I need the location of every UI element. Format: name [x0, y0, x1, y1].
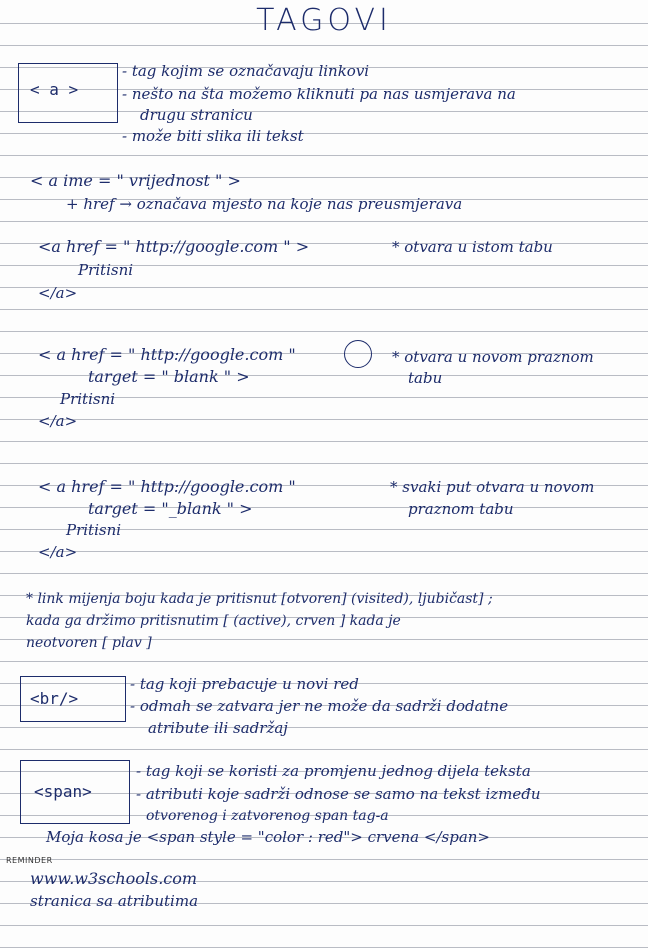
tag-a-note-4: - može biti slika ili tekst	[122, 127, 304, 145]
link-note-3: neotvoren [ plav ]	[26, 635, 152, 651]
tag-br-label: <br/>	[30, 689, 79, 708]
tag-br-note-1: - tag koji prebacuje u novi red	[130, 675, 359, 693]
example3-target: target = "_blank " >	[88, 499, 253, 518]
tag-span-example: Moja kosa je <span style = "color : red"> crvena </span>	[46, 828, 490, 846]
tag-a-note-2: - nešto na šta možemo kliknuti pa nas usmjerava na	[122, 85, 516, 103]
example2-close: </a>	[38, 412, 78, 430]
example3-code: < a href = " http://google.com "	[38, 477, 296, 496]
link-note-1: * link mijenja boju kada je pritisnut [otvoren] (visited), ljubičast] ;	[26, 591, 493, 607]
footer-note: stranica sa atributima	[30, 892, 199, 910]
tag-span-note-1: - tag koji se koristi za promjenu jednog dijela teksta	[136, 762, 531, 780]
example1-code: <a href = " http://google.com " >	[38, 237, 310, 256]
example2-text: Pritisni	[60, 390, 116, 408]
example2-note-2: tabu	[408, 369, 443, 387]
syntax-line-2: + href → označava mjesto na koje nas preusmjerava	[66, 195, 463, 213]
ink-circle	[344, 340, 372, 368]
tag-a-note-3: drugu stranicu	[140, 106, 253, 124]
tag-a-label: < a >	[30, 80, 79, 99]
example1-note: * otvara u istom tabu	[392, 238, 553, 256]
example3-note-2: praznom tabu	[408, 500, 514, 518]
example2-code: < a href = " http://google.com "	[38, 345, 296, 364]
syntax-line-1: < a ime = " vrijednost " >	[30, 171, 241, 190]
tag-a-note-1: - tag kojim se označavaju linkovi	[122, 62, 370, 80]
tag-br-note-3: atribute ili sadržaj	[148, 719, 288, 737]
example1-text: Pritisni	[78, 261, 134, 279]
example2-note-1: * otvara u novom praznom	[392, 348, 594, 366]
tag-br-note-2: - odmah se zatvara jer ne može da sadrži dodatne	[130, 697, 509, 715]
example3-close: </a>	[38, 543, 78, 561]
example1-close: </a>	[38, 284, 78, 302]
example2-target: target = " blank " >	[88, 367, 250, 386]
link-note-2: kada ga držimo pritisnutim [ (active), crven ] kada je	[26, 613, 401, 629]
example3-note-1: * svaki put otvara u novom	[390, 478, 595, 496]
tag-span-note-3: otvorenog i zatvorenog span tag-a	[146, 808, 389, 824]
page-title: TAGOVI	[256, 3, 392, 38]
reminder-label: REMINDER	[6, 856, 53, 865]
footer-url: www.w3schools.com	[30, 869, 198, 888]
tag-span-note-2: - atributi koje sadrži odnose se samo na tekst između	[136, 785, 541, 803]
tag-span-label: <span>	[34, 782, 92, 801]
example3-text: Pritisni	[66, 521, 122, 539]
